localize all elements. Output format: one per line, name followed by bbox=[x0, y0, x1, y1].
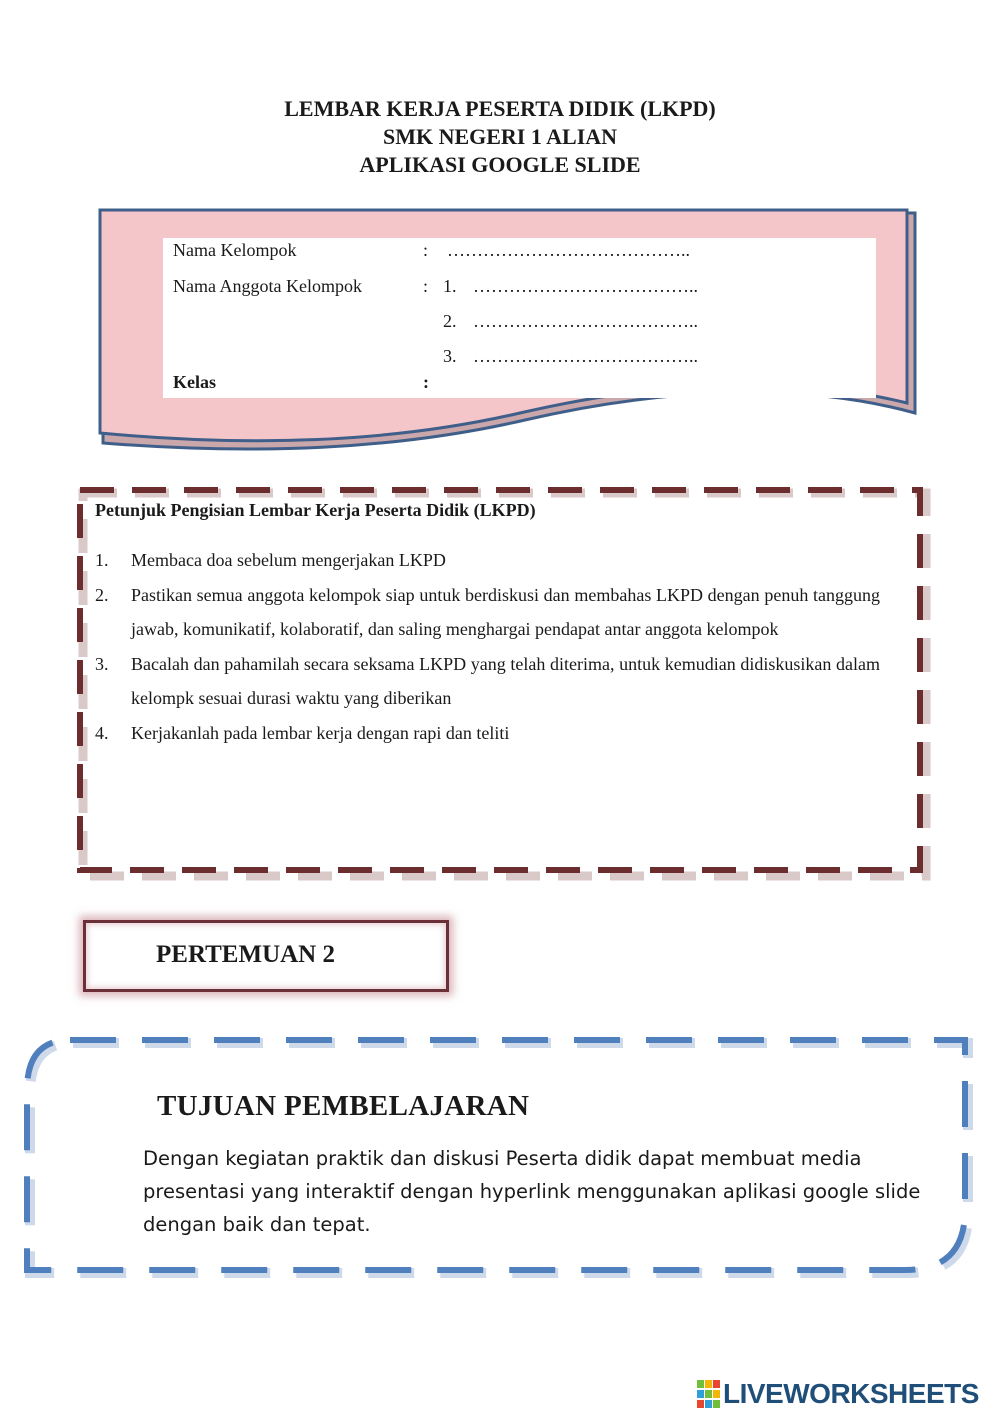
identity-table bbox=[163, 238, 876, 398]
group-name-field[interactable]: ………………………………….. bbox=[447, 240, 690, 260]
item-number: 3. bbox=[95, 653, 109, 674]
member-number: 3. bbox=[443, 346, 457, 366]
item-number: 2. bbox=[95, 584, 109, 605]
item-text: Bacalah dan pahamilah secara seksama LKPD yang telah diterima, untuk kemudian didiskusikan dalam kelompk sesuai durasi waktu yang diberikan bbox=[131, 653, 880, 708]
objective-title: TUJUAN PEMBELAJARAN bbox=[157, 1090, 530, 1122]
header-school: SMK NEGERI 1 ALIAN bbox=[382, 124, 618, 149]
item-number: 4. bbox=[95, 722, 109, 743]
member-field-2[interactable]: ……………………………….. bbox=[473, 311, 698, 331]
list-item bbox=[95, 716, 880, 751]
instructions bbox=[95, 500, 880, 750]
header-subject: APLIKASI GOOGLE SLIDE bbox=[359, 152, 641, 177]
list-item bbox=[95, 578, 880, 647]
list-item bbox=[95, 647, 880, 716]
instructions-list bbox=[95, 543, 880, 750]
list-item bbox=[95, 543, 880, 578]
member-number: 1. bbox=[443, 276, 457, 296]
objective-text: Dengan kegiatan praktik dan diskusi Peserta didik dapat membuat media presentasi yang interaktif dengan hyperlink menggunakan aplikasi google slide dengan baik dan tepat. bbox=[143, 1147, 921, 1236]
instructions-title: Petunjuk Pengisian Lembar Kerja Peserta Didik (LKPD) bbox=[95, 500, 536, 520]
item-text: Pastikan semua anggota kelompok siap untuk berdiskusi dan membahas LKPD dengan penuh tanggung jawab, komunikatif, kolaboratif, dan saling menghargai pendapat antar anggota kelompok bbox=[131, 584, 880, 639]
members-colon: : bbox=[423, 276, 429, 296]
meeting-box bbox=[83, 920, 449, 992]
member-number: 2. bbox=[443, 311, 457, 331]
member-field-1[interactable]: ……………………………….. bbox=[473, 276, 698, 296]
item-text: Membaca doa sebelum mengerjakan LKPD bbox=[131, 550, 446, 570]
item-number: 1. bbox=[95, 550, 109, 570]
group-name-label: Nama Kelompok bbox=[173, 240, 297, 260]
item-text: Kerjakanlah pada lembar kerja dengan rapi dan teliti bbox=[131, 722, 510, 743]
group-name-colon: : bbox=[423, 240, 429, 260]
document-header bbox=[0, 95, 1000, 179]
member-field-3[interactable]: ……………………………….. bbox=[473, 346, 698, 366]
liveworksheets-brand[interactable] bbox=[697, 1378, 979, 1410]
class-label: Kelas bbox=[173, 372, 216, 392]
members-label: Nama Anggota Kelompok bbox=[173, 276, 362, 296]
meeting-label: PERTEMUAN 2 bbox=[156, 941, 335, 968]
brand-name: LIVEWORKSHEETS bbox=[723, 1378, 979, 1409]
header-title: LEMBAR KERJA PESERTA DIDIK (LKPD) bbox=[284, 96, 716, 121]
class-colon[interactable]: : bbox=[423, 372, 429, 392]
liveworksheets-logo-icon bbox=[697, 1380, 721, 1408]
